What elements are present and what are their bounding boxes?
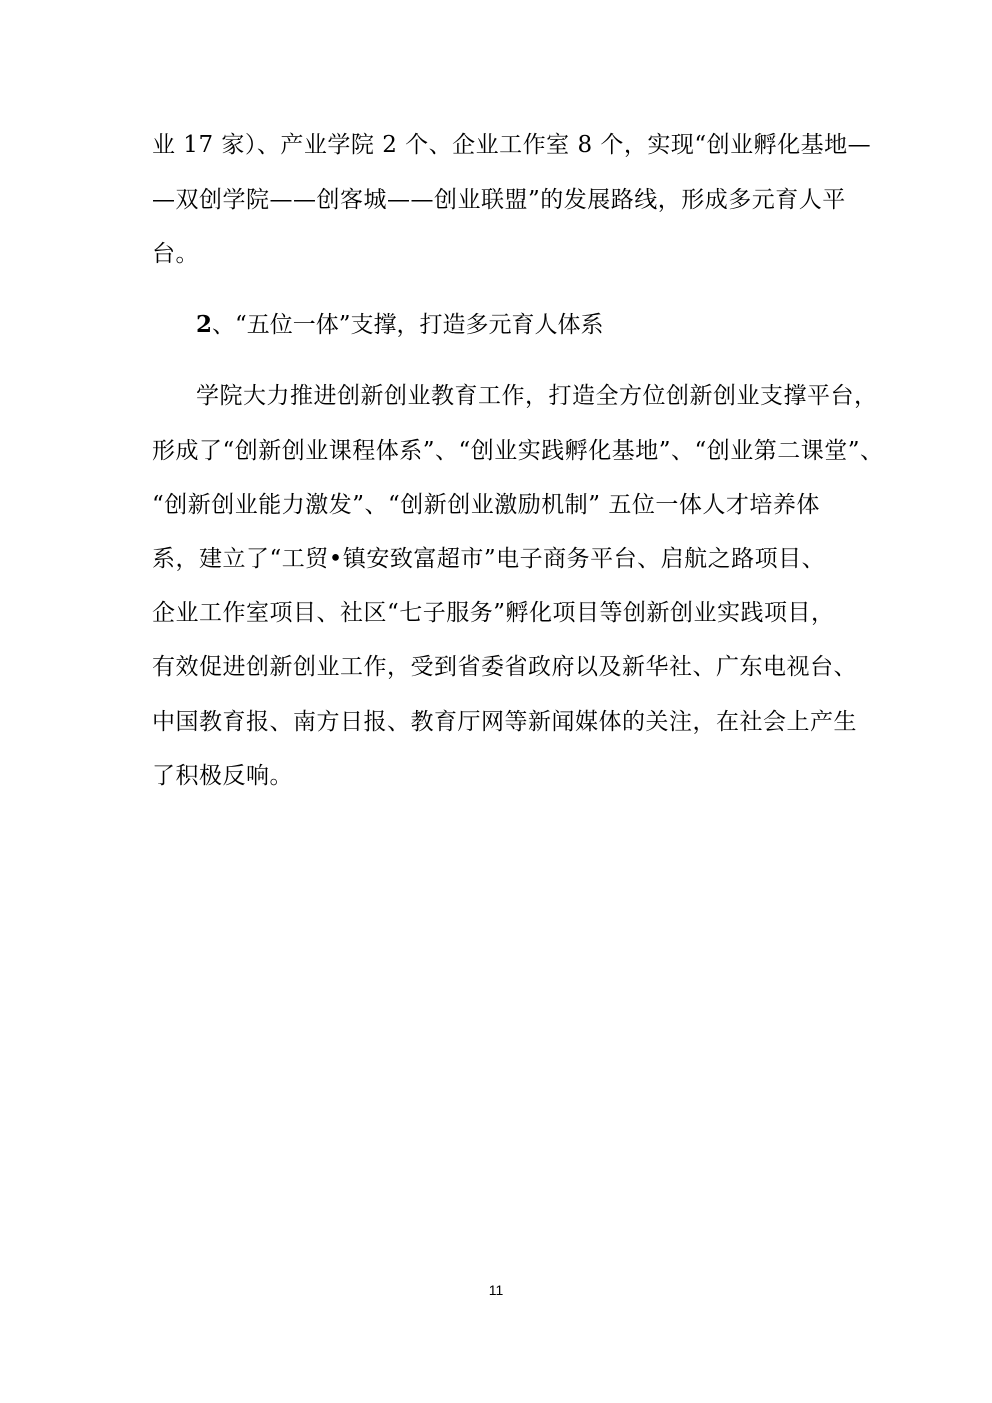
text-line: 中国教育报、南方日报、教育厅网等新闻媒体的关注，在社会上产生 — [152, 709, 857, 735]
text-line: 形成了“创新创业课程体系”、“创业实践孵化基地”、“创业第二课堂”、 — [152, 438, 884, 464]
text-line: 台。 — [152, 241, 199, 267]
text-line: 企业工作室项目、社区“七子服务”孵化项目等创新创业实践项目， — [152, 600, 835, 626]
section-number: 2 — [196, 311, 213, 338]
text-line: 了积极反响。 — [152, 763, 293, 789]
section-title: 、“五位一体”支撑，打造多元育人体系 — [212, 312, 604, 338]
text-line: “创新创业能力激发”、“创新创业激励机制” 五位一体人才培养体 — [152, 492, 820, 518]
text-line: —双创学院——创客城——创业联盟”的发展路线，形成多元育人平 — [152, 187, 846, 213]
text-line: 业 17 家）、产业学院 2 个、企业工作室 8 个，实现“创业孵化基地— — [152, 132, 872, 158]
page-number: 11 — [488, 1282, 504, 1298]
text-line: 系，建立了“工贸•镇安致富超市”电子商务平台、启航之路项目、 — [152, 546, 826, 572]
text-line: 学院大力推进创新创业教育工作，打造全方位创新创业支撑平台， — [196, 383, 878, 409]
text-line: 有效促进创新创业工作，受到省委省政府以及新华社、广东电视台、 — [152, 654, 857, 680]
section-heading — [196, 310, 604, 340]
